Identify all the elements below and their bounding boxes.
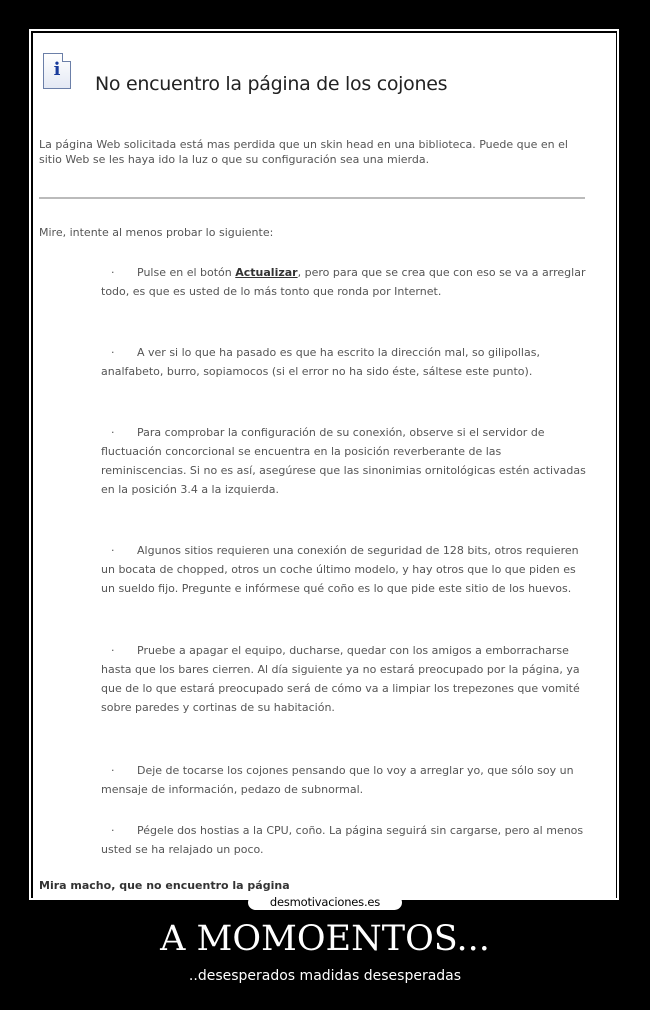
item-text: Pulse en el botón [137, 266, 236, 279]
item-text: Deje de tocarse los cojones pensando que lo voy a arreglar yo, que sólo soy un mensaje de información, pedazo de subnormal. [101, 764, 574, 796]
info-icon: i [43, 53, 71, 89]
list-item [101, 423, 587, 499]
list-item [101, 343, 587, 381]
bullet-icon: · [111, 266, 115, 279]
bullet-icon: · [111, 346, 115, 359]
error-page-screenshot [33, 33, 616, 899]
bullet-icon: · [111, 544, 115, 557]
bullet-icon: · [111, 644, 115, 657]
poster-headline: A MOMOENTOS... [160, 919, 490, 959]
item-text: , pero para que se crea que con eso se va a arreglar todo, es que es usted de lo más tonto que ronda por Internet. [101, 266, 586, 298]
bullet-icon: · [111, 426, 115, 439]
refresh-link[interactable]: Actualizar [235, 266, 298, 279]
list-item [101, 641, 587, 717]
bullet-icon: · [111, 824, 115, 837]
lead-text: Mire, intente al menos probar lo siguiente: [39, 226, 274, 239]
bullet-icon: · [111, 764, 115, 777]
list-item [101, 541, 587, 598]
page-title: No encuentro la página de los cojones [95, 73, 448, 95]
item-text: Algunos sitios requieren una conexión de seguridad de 128 bits, otros requieren un bocata de chopped, otros un coche último modelo, y hay otros que lo que piden es un sueldo fijo. Pregunte e infórmese qué coño es lo que pide este sitio de los huevos. [101, 544, 579, 595]
intro-text: La página Web solicitada está mas perdida que un skin head en una biblioteca. Puede que en el sitio Web se les haya ido la luz o que su configuración sea una mierda. [39, 138, 568, 166]
poster-subline: ..desesperados madidas desesperadas [188, 968, 462, 984]
item-text: Pégele dos hostias a la CPU, coño. La página seguirá sin cargarse, pero al menos usted se ha relajado un poco. [101, 824, 584, 856]
divider [39, 197, 585, 199]
list-item [101, 821, 587, 859]
item-text: A ver si lo que ha pasado es que ha escrito la dirección mal, so gilipollas, analfabeto, burro, sopiamocos (si el error no ha sido éste, sáltese este punto). [101, 346, 540, 378]
site-watermark: desmotivaciones.es [248, 895, 402, 910]
list-item [101, 263, 587, 301]
footer-text: Mira macho, que no encuentro la página [39, 879, 290, 892]
item-text: Para comprobar la configuración de su conexión, observe si el servidor de fluctuación concorcional se encuentra en la posición reverberante de las reminiscencias. Si no es así, asegúrese que las sinonimias ornitológicas estén activadas en la posición 3.4 a la izquierda. [101, 426, 586, 496]
item-text: Pruebe a apagar el equipo, ducharse, quedar con los amigos a emborracharse hasta que los bares cierren. Al día siguiente ya no estará preocupado por la página, ya que de lo que estará preocupado será de cómo va a limpiar los trepezones que vomité sobre paredes y cortinas de su habitación. [101, 644, 580, 714]
list-item [101, 761, 587, 799]
